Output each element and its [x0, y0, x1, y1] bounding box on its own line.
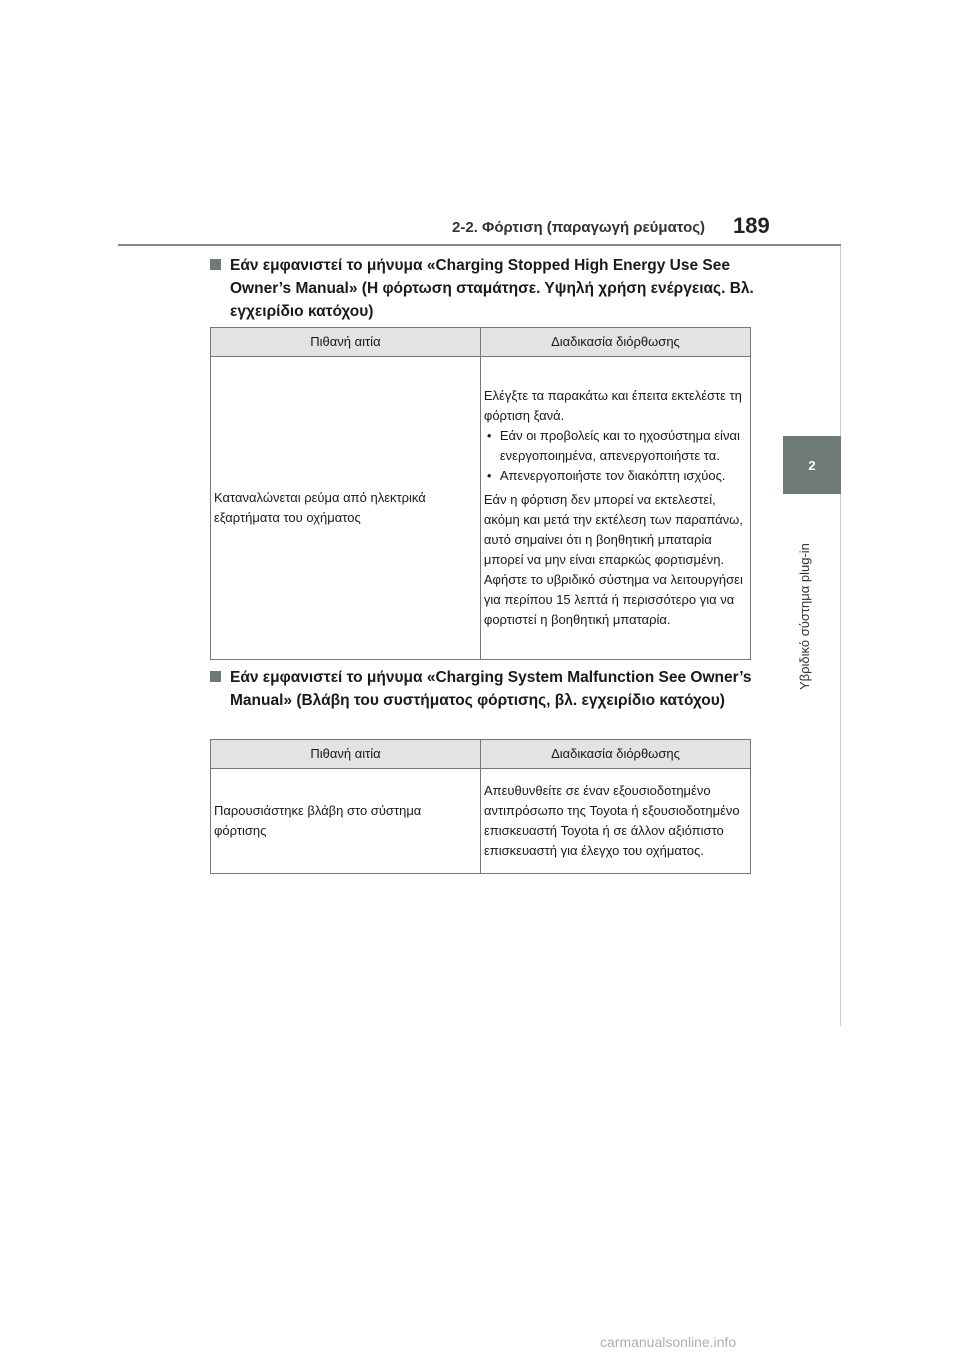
- table-header-row: [211, 328, 751, 357]
- troubleshooting-table: [210, 327, 751, 660]
- section-title: 2-2. Φόρτιση (παραγωγή ρεύματος): [452, 219, 706, 236]
- chapter-number: 2: [808, 457, 816, 473]
- fix-text: Απευθυνθείτε σε έναν εξουσιοδοτημένο αντιπρόσωπο της Toyota ή εξουσιοδοτημένο επισκευαστή Toyota ή σε άλλον αξιόπιστο επισκευαστή για έλεγχο του οχήματος.: [483, 783, 740, 858]
- cause-cell: Παρουσιάστηκε βλάβη στο σύστημα φόρτισης: [211, 769, 481, 874]
- fix-cell: [480, 357, 750, 660]
- fix-cell: [480, 769, 750, 874]
- section-heading-text: Εάν εμφανιστεί το μήνυμα «Charging Stopped High Energy Use See Owner’s Manual» (Η φόρτωση σταμάτησε. Υψηλή χρήση ενέργειας. Βλ. εγχειρίδιο κατόχου): [230, 257, 754, 320]
- side-divider: [840, 246, 841, 1026]
- square-bullet-icon: [210, 671, 221, 682]
- column-header-fix: Διαδικασία διόρθωσης: [480, 740, 750, 769]
- section-heading: [210, 666, 755, 712]
- page-number: 189: [733, 213, 770, 238]
- section-heading-text: Εάν εμφανιστεί το μήνυμα «Charging System Malfunction See Owner’s Manual» (Βλάβη του συστήματος φόρτισης, βλ. εγχειρίδιο κατόχου): [230, 669, 752, 709]
- section-heading: [210, 254, 755, 323]
- list-item: • Εάν οι προβολείς και το ηχοσύστημα είναι ενεργοποιημένα, απενεργοποιήστε τα.: [500, 426, 747, 466]
- table-row: [211, 357, 751, 660]
- column-header-cause: Πιθανή αιτία: [211, 740, 481, 769]
- list-item: • Απενεργοποιήστε τον διακόπτη ισχύος.: [500, 466, 747, 486]
- column-header-cause: Πιθανή αιτία: [211, 328, 481, 357]
- chapter-tab[interactable]: [783, 436, 841, 494]
- table-header-row: [211, 740, 751, 769]
- troubleshooting-table: [210, 739, 751, 874]
- header-divider: [118, 244, 841, 246]
- chapter-title: Υβριδικό σύστημα plug-in: [797, 543, 812, 690]
- cause-cell: Καταναλώνεται ρεύμα από ηλεκτρικά εξαρτήματα του οχήματος: [211, 357, 481, 660]
- fix-followup: Εάν η φόρτιση δεν μπορεί να εκτελεστεί, ακόμη και μετά την εκτέλεση των παραπάνω, αυτό σημαίνει ότι η βοηθητική μπαταρία μπορεί να μην είναι επαρκώς φορτισμένη. Αφήστε το υβριδικό σύστημα να λειτουργήσει για περίπου 15 λεπτά ή περισσότερο για να φορτιστεί η βοηθητική μπαταρία.: [483, 492, 743, 627]
- table-row: [211, 769, 751, 874]
- square-bullet-icon: [210, 259, 221, 270]
- watermark: carmanualsonline.info: [600, 1334, 737, 1350]
- column-header-fix: Διαδικασία διόρθωσης: [480, 328, 750, 357]
- fix-bullet-list: [484, 426, 747, 486]
- fix-intro: Ελέγξτε τα παρακάτω και έπειτα εκτελέστε τη φόρτιση ξανά.: [483, 388, 742, 423]
